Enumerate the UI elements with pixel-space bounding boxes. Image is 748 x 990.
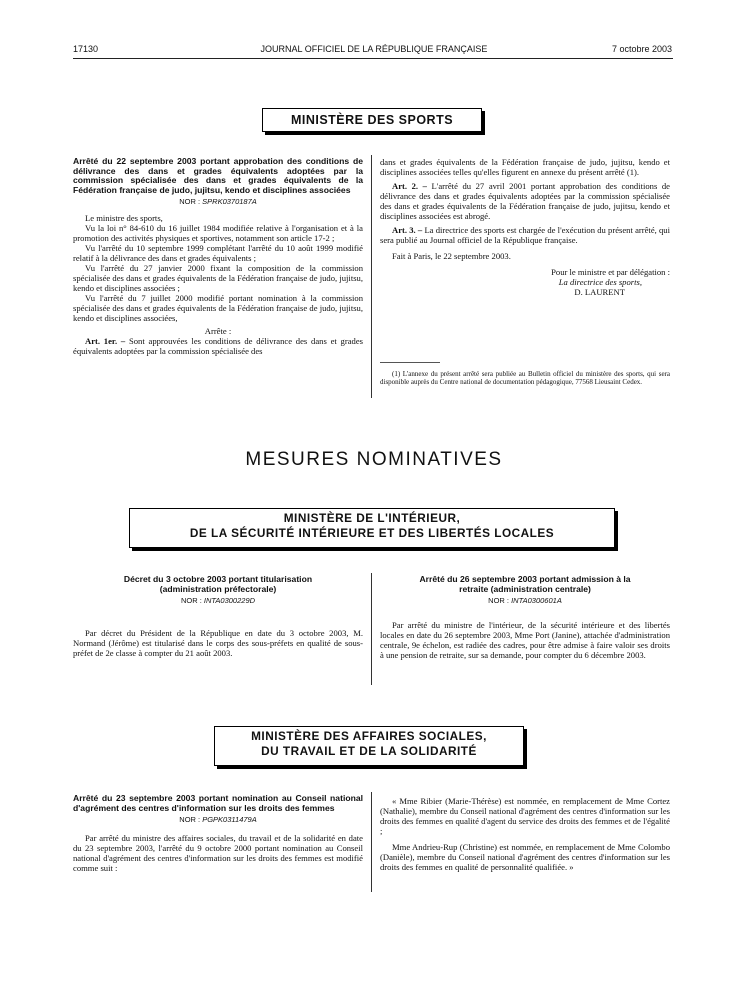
sports-footnote-block bbox=[380, 370, 670, 386]
affaires-right-para-2: Mme Andrieu-Rup (Christine) est nommée, en remplacement de Mme Colombo (Danièle), membre du Conseil national d'agrément des centres d'information sur les droits des femmes en qualité de personnalité qualifiée. » bbox=[380, 842, 670, 872]
sports-signature-line-3: D. LAURENT bbox=[574, 287, 625, 297]
footnote-rule bbox=[380, 362, 440, 363]
journal-title: JOURNAL OFFICIEL DE LA RÉPUBLIQUE FRANÇAISE bbox=[260, 44, 488, 54]
sports-arrete-title: Arrêté du 22 septembre 2003 portant approbation des conditions de délivrance des dans et grades équivalents adoptées par la commission spécialisée des dans et grades équivalents de la Fédération française de judo, jujitsu, kendo et disciplines associées bbox=[73, 156, 363, 195]
sports-arrete-label: Arrête : bbox=[204, 326, 232, 336]
sports-fait: Fait à Paris, le 22 septembre 2003. bbox=[392, 251, 511, 261]
sports-para-2: Vu la loi n° 84-610 du 16 juillet 1984 modifiée relative à l'organisation et à la promotion des activités physiques et sportives, notamment son article 17-2 ; bbox=[73, 223, 363, 243]
section-mesures-nominatives: MESURES NOMINATIVES bbox=[245, 449, 503, 470]
sports-signature-line-1: Pour le ministre et par délégation : bbox=[551, 267, 670, 277]
retraite-text: Par arrêté du ministre de l'intérieur, de la sécurité intérieure et des libertés locales en date du 26 septembre 2003, Mme Port (Janine), attachée d'administration centrale, 9e échelon, est radiée des cadres, pour être admise à faire valoir ses droits à une pension de retraite, sur sa demande, pour compter du 6 décembre 2003. bbox=[380, 620, 670, 660]
sports-art1: Art. 1er. – Sont approuvées les conditions de délivrance des dans et grades équivalents adoptées par la commission spécialisée des bbox=[73, 336, 363, 356]
affaires-nor: NOR : PGPK0311479A bbox=[179, 815, 257, 824]
sports-para-3: Vu l'arrêté du 10 septembre 1999 complétant l'arrêté du 10 août 1999 modifié relatif à la délivrance des dans et grades équivalents ; bbox=[73, 243, 363, 263]
ministry-affaires-line-2: DU TRAVAIL ET DE LA SOLIDARITÉ bbox=[261, 744, 477, 758]
sports-nor: NOR : SPRK0370187A bbox=[179, 197, 257, 206]
ministry-affaires-box bbox=[214, 726, 524, 766]
affaires-arrete-title: Arrêté du 23 septembre 2003 portant nomination au Conseil national d'agrément des centres d'information sur les droits des femmes bbox=[73, 793, 363, 813]
sports-art3: Art. 3. – La directrice des sports est chargée de l'exécution du présent arrêté, qui sera publié au Journal officiel de la République française. bbox=[380, 225, 670, 245]
affaires-right-column bbox=[380, 796, 670, 872]
interieur-left-column bbox=[73, 575, 363, 658]
issue-date: 7 octobre 2003 bbox=[611, 44, 672, 54]
decret-text: Par décret du Président de la République en date du 3 octobre 2003, M. Normand (Jérôme) est titularisé dans le corps des sous-préfets en qualité de sous-préfet de 2e classe à compter du 21 août 2003. bbox=[73, 628, 363, 658]
ministry-affaires-line-1: MINISTÈRE DES AFFAIRES SOCIALES, bbox=[251, 729, 487, 743]
interieur-column-divider bbox=[371, 573, 372, 685]
sports-column-divider bbox=[371, 155, 372, 398]
ministry-interieur-box bbox=[129, 508, 615, 548]
sports-left-column bbox=[73, 157, 363, 356]
sports-para-5: Vu l'arrêté du 7 juillet 2000 modifié portant nomination à la commission spécialisée des dans et grades équivalents de la Fédération française de judo, jujitsu, kendo et disciplines associées, bbox=[73, 293, 363, 323]
sports-para-1: Le ministre des sports, bbox=[85, 213, 163, 223]
sports-art1-continued: dans et grades équivalents de la Fédération française de judo, jujitsu, kendo et disciplines associées telles qu'elles figurent en annexe du présent arrêté (1). bbox=[380, 157, 670, 177]
ministry-sports-box bbox=[262, 108, 482, 132]
affaires-column-divider bbox=[371, 792, 372, 892]
decret-nor: NOR : INTA0300229D bbox=[180, 596, 256, 605]
sports-signature-line-2: La directrice des sports, bbox=[558, 277, 642, 287]
sports-para-4: Vu l'arrêté du 27 janvier 2000 fixant la composition de la commission spécialisée des dans et grades équivalents de la Fédération française de judo, jujitsu, kendo et disciplines associées ; bbox=[73, 263, 363, 293]
sports-art2: Art. 2. – L'arrêté du 27 avril 2001 portant approbation des conditions de délivrance des dans et grades équivalents adoptées par la commission spécialisée des dans et grades équivalents de la Fédération française de judo, jujitsu, kendo et disciplines associées est abrogé. bbox=[380, 181, 670, 221]
affaires-left-text: Par arrêté du ministre des affaires sociales, du travail et de la solidarité en date du 23 septembre 2003, l'arrêté du 9 octobre 2000 portant nomination au Conseil national d'agrément des centres d'information sur les droits des femmes est modifié comme suit : bbox=[73, 833, 363, 873]
ministry-interieur-line-2: DE LA SÉCURITÉ INTÉRIEURE ET DES LIBERTÉS LOCALES bbox=[189, 526, 555, 540]
ministry-sports-title: MINISTÈRE DES SPORTS bbox=[290, 113, 454, 127]
ministry-interieur-line-1: MINISTÈRE DE L'INTÉRIEUR, bbox=[283, 511, 461, 525]
interieur-right-column bbox=[380, 575, 670, 660]
affaires-right-para-1: « Mme Ribier (Marie-Thérèse) est nommée, en remplacement de Mme Cortez (Nathalie), membre du Conseil national d'agrément des centres d'information sur les droits des femmes en qualité d'agent du service des droits des femmes et de l'égalité ; bbox=[380, 796, 670, 836]
page-number: 17130 bbox=[73, 44, 99, 54]
sports-right-column bbox=[380, 157, 670, 297]
retraite-title: Arrêté du 26 septembre 2003 portant admission à la retraite (administration centrale) bbox=[419, 574, 631, 594]
sports-footnote: (1) L'annexe du présent arrêté sera publiée au Bulletin officiel du ministère des sports, qui sera disponible auprès du Centre national de documentation pédagogique, 77568 Lieusaint Cedex. bbox=[380, 370, 670, 386]
retraite-nor: NOR : INTA0300601A bbox=[488, 596, 562, 605]
header-rule bbox=[73, 58, 673, 59]
decret-title: Décret du 3 octobre 2003 portant titularisation (administration préfectorale) bbox=[123, 574, 313, 594]
affaires-left-column bbox=[73, 794, 363, 873]
